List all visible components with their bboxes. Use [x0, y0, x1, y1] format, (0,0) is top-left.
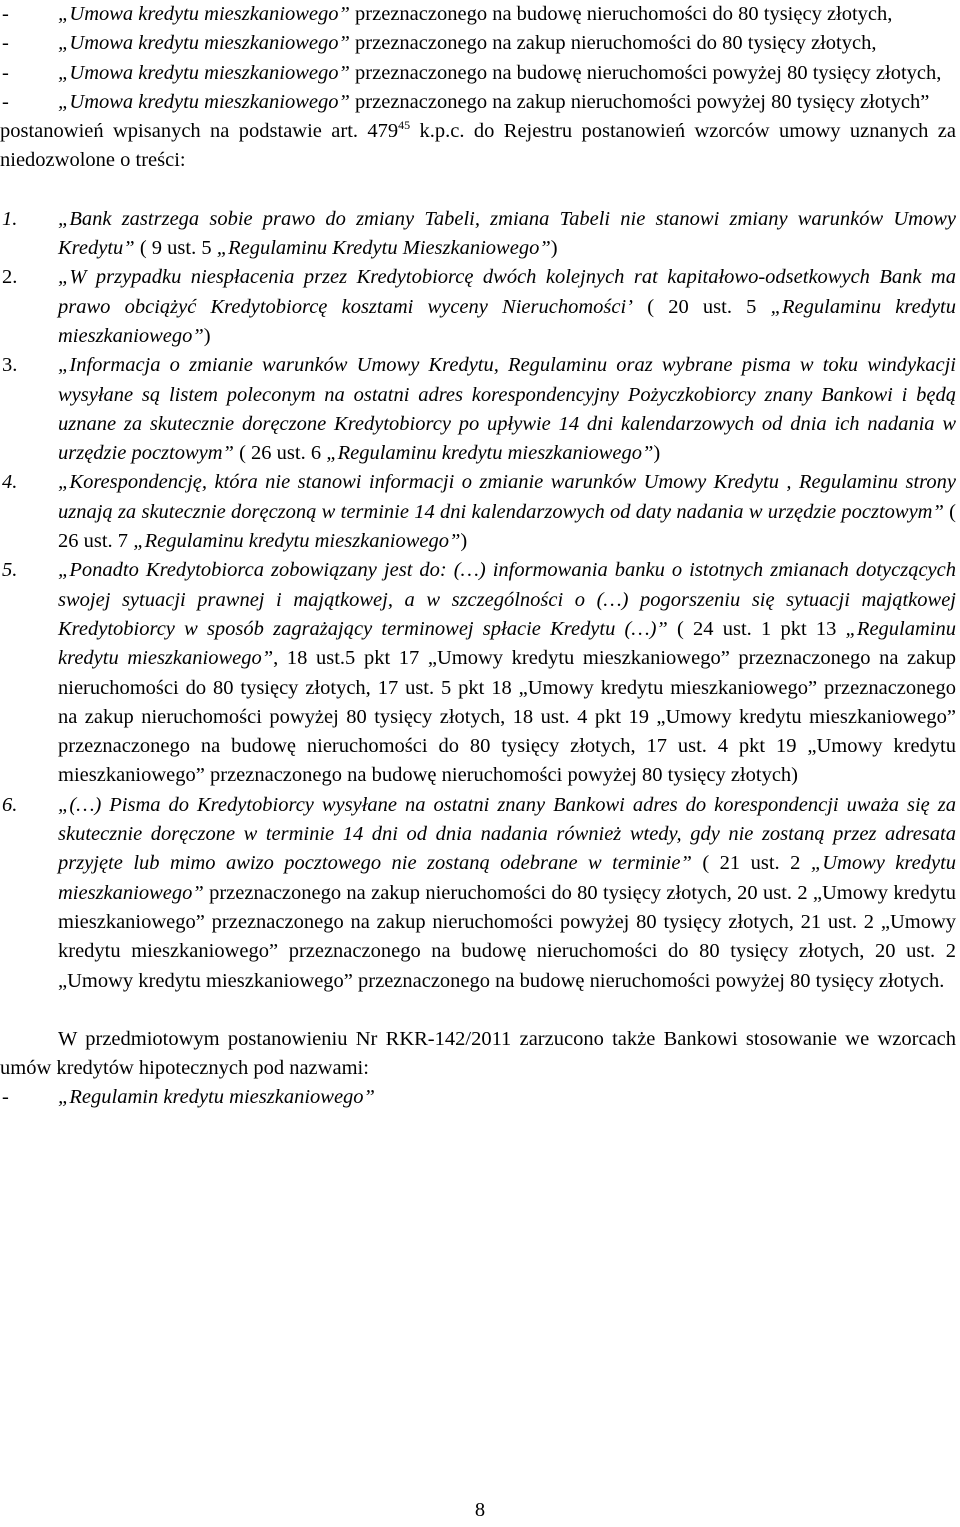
intro-text-continued: k.p.c. do Rejestru postanowień wzorców umowy uznanych za niedozwolone o treści:: [0, 120, 956, 172]
clause-ref-end: przeznaczonego na zakup nieruchomości do 80 tysięcy złotych, 20 ust. 2 „Umowy kredytu mieszkaniowego” przeznaczonego na zakup nieruchomości powyżej 80 tysięcy złotych, 21 ust. 2 „Umowy kredytu mieszkaniowego” przeznaczonego na budowę nieruchomości do 80 tysięcy złotych, 20 ust. 2 „Umowy kredytu mieszkaniowego” przeznaczonego na budowę nieruchomości powyżej 80 tysięcy złotych.: [58, 881, 956, 992]
contract-title: „Umowa kredytu mieszkaniowego”: [58, 32, 350, 55]
clause-ref-end: , 18 ust.5 pkt 17 „Umowy kredytu mieszkaniowego” przeznaczonego na zakup nieruchomości do 80 tysięcy złotych, 17 ust. 5 pkt 18 „Umowy kredytu mieszkaniowego” przeznaczonego na zakup nieruchomości powyżej 80 tysięcy złotych, 18 ust. 4 pkt 19 „Umowy kredytu mieszkaniowego” przeznaczonego na budowę nieruchomości do 80 tysięcy złotych, 17 ust. 4 pkt 19 „Umowy kredytu mieszkaniowego” przeznaczonego na budowę nieruchomości powyżej 80 tysięcy złotych): [58, 647, 957, 787]
contract-title: „Umowa kredytu mieszkaniowego”: [58, 90, 350, 113]
clause-item: [0, 791, 956, 996]
clause-ref-title: „Regulaminu Kredytu Mieszkaniowego”: [216, 237, 551, 260]
list-dash: -: [2, 32, 9, 55]
clause-ref: ( 24 ust. 1 pkt 13: [667, 617, 846, 640]
list-item-text: przeznaczonego na budowę nieruchomości do 80 tysięcy złotych,: [349, 3, 893, 25]
regulation-title: „Regulamin kredytu mieszkaniowego”: [58, 1086, 375, 1109]
list-item: [0, 88, 956, 117]
clause-text: „Bank zastrzega sobie prawo do zmiany Tabeli, zmiana Tabeli nie stanowi zmiany warunków Umowy Kredytu”: [58, 207, 956, 260]
clause-ref: ( 21 ust. 2: [691, 852, 811, 875]
clause-text: „Korespondencję, która nie stanowi informacji o zmianie warunków Umowy Kredytu , Regulaminu strony uznają za skutecznie doręczoną w terminie 14 dni kalendarzowych od daty nadania w urzędzie pocztowym”: [58, 471, 956, 523]
clause-text: „Ponadto Kredytobiorca zobowiązany jest do: (…) informowania banku o istotnych zmianach dotyczących swojej sytuacji prawnej i majątkowej, a w szczególności o (…) pogorszeniu się sytuacji majątkowej Kredytobiorcy w sposób zagrażający terminowej spłacie Kredytu (…)”: [58, 559, 956, 640]
clause-number: 6.: [2, 793, 18, 816]
clause-ref-title: „Umowy kredytu mieszkaniowego”: [58, 852, 957, 904]
clause-ref-title: „Regulaminu kredytu mieszkaniowego”: [58, 617, 956, 670]
clause-item: [0, 351, 956, 468]
clause-text: „(…) Pisma do Kredytobiorcy wysyłane na ostatni znany Bankowi adres do korespondencji uważa się za skutecznie doręczone w terminie 14 dni od dnia nadania również wtedy, gdy nie zostaną przez adresata przyjęte lub mimo awizo pocztowego nie zostaną odebrane w terminie”: [58, 793, 956, 875]
clause-item: [0, 556, 956, 790]
page-number: 8: [474, 1499, 486, 1521]
list-dash: -: [2, 90, 9, 113]
clause-number: 5.: [2, 559, 18, 582]
list-item: [0, 59, 956, 88]
clause-ref-end: ): [653, 442, 661, 465]
list-dash: -: [2, 1086, 9, 1109]
list-dash: -: [2, 61, 9, 84]
clause-item: [0, 263, 956, 351]
contract-title: „Umowa kredytu mieszkaniowego”: [58, 3, 350, 25]
clause-text: „Informacja o zmianie warunków Umowy Kredytu, Regulaminu oraz wybrane pisma w toku windykacji wysyłane są listem poleconym na ostatni adres korespondencyjny Pożyczkobiorcy znany Bankowi i będą uznane za skutecznie doręczone Kredytobiorcy po upływie 14 dni kalendarzowych od dnia ich nadania w urzędzie pocztowym”: [58, 354, 956, 465]
clause-ref-end: ): [203, 324, 211, 347]
clause-number: 2.: [2, 266, 18, 289]
final-list-item: [0, 1083, 956, 1112]
clause-item: [0, 468, 956, 556]
clause-ref-end: ): [460, 530, 468, 553]
clause-ref-end: ): [550, 237, 558, 260]
clause-ref: ( 20 ust. 5: [633, 295, 771, 318]
list-item-text: przeznaczonego na budowę nieruchomości powyżej 80 tysięcy złotych,: [349, 61, 942, 84]
clause-text: „W przypadku niespłacenia przez Kredytobiorcę dwóch kolejnych rat kapitałowo-odsetkowych Bank ma prawo obciążyć Kredytobiorcę kosztami wyceny Nieruchomości’: [58, 266, 956, 318]
clause-ref: ( 9 ust. 5: [134, 237, 217, 260]
spacer: [0, 996, 960, 1025]
clause-item: [0, 205, 956, 264]
clause-ref: ( 26 ust. 6: [233, 442, 327, 465]
closing-paragraph: W przedmiotowym postanowieniu Nr RKR-142/2011 zarzucono także Bankowi stosowanie we wzorcach umów kredytów hipotecznych pod nazwami:: [0, 1027, 956, 1080]
intro-text: postanowień wpisanych na podstawie art. 479: [0, 120, 399, 143]
clause-number: 1.: [2, 207, 18, 230]
clause-ref-title: „Regulaminu kredytu mieszkaniowego”: [58, 295, 956, 347]
article-superscript: 45: [398, 118, 411, 133]
list-item-text: przeznaczonego na zakup nieruchomości powyżej 80 tysięcy złotych”: [349, 90, 930, 113]
clause-ref: ( 26 ust. 7: [58, 500, 956, 553]
spacer: [0, 176, 960, 205]
list-item-text: przeznaczonego na zakup nieruchomości do 80 tysięcy złotych,: [349, 32, 877, 55]
list-dash: -: [2, 3, 9, 25]
intro-paragraph: [0, 117, 956, 176]
clause-ref-title: „Regulaminu kredytu mieszkaniowego”: [326, 442, 654, 465]
list-item: [0, 29, 956, 58]
clauses-list: [0, 205, 960, 996]
contract-title: „Umowa kredytu mieszkaniowego”: [58, 61, 350, 84]
clause-number: 3.: [2, 354, 18, 377]
contract-list: [0, 0, 960, 117]
clause-ref-title: „Regulaminu kredytu mieszkaniowego”: [133, 530, 461, 553]
clause-number: 4.: [2, 471, 18, 494]
list-item: [0, 0, 956, 29]
